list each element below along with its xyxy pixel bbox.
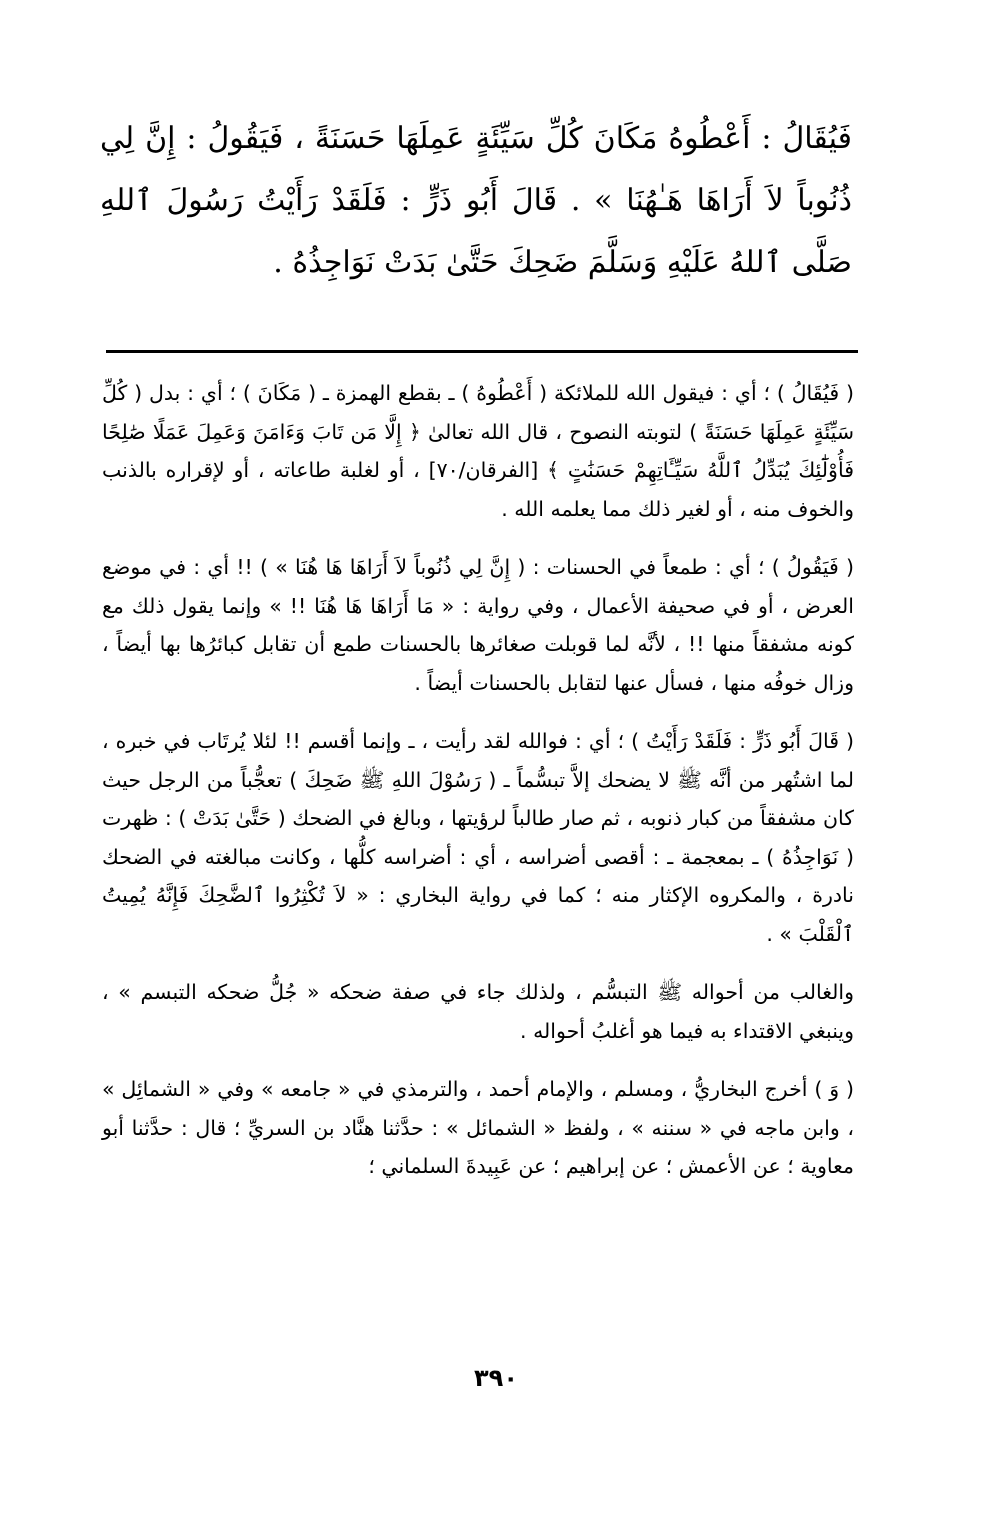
footnote-divider <box>106 350 858 353</box>
commentary-paragraph: ( وَ ) أخرج البخاريُّ ، ومسلم ، والإمام أحمد ، والترمذي في « جامعه » وفي « الشمائِل » ، وابن ماجه في « سننه » ، ولفظ « الشمائل » : حدَّثنا هنَّاد بن السريِّ ؛ قال : حدَّثنا أبو معاوية ؛ عن الأعمش ؛ عن إبراهيم ؛ عن عَبِيدةَ السلماني ؛ <box>102 1077 854 1178</box>
commentary-paragraph: والغالب من أحواله ﷺ التبسُّم ، ولذلك جاء في صفة ضحكه « جُلُّ ضحكه التبسم » ، وينبغي الاقتداء به فيما هو أغلبُ أحواله . <box>102 980 854 1043</box>
page-number: ٣٩٠ <box>474 1364 518 1392</box>
commentary-paragraph: ( فَيَقُولُ ) ؛ أي : طمعاً في الحسنات : ( إِنَّ لِي ذُنُوباً لاَ أَرَاهَا هَا هُنَا » ) !! أي : في موضع العرض ، أو في صحيفة الأعمال ، وفي رواية : « مَا أَرَاهَا هَا هُنَا !! » وإنما يقول ذلك مع كونه مشفقاً منها !! ، لأنَّه لما قوبلت صغائرها بالحسنات طمع أن تقابل كبائرُها بها أيضاً ، وزال خوفُه منها ، فسأل عنها لتقابل بالحسنات أيضاً . <box>102 555 854 695</box>
commentary-paragraph: ( قَالَ أَبُو ذَرٍّ : فَلَقَدْ رَأَيْتُ ) ؛ أي : فوالله لقد رأيت ، ـ وإنما أقسم !! لئلا يُرتَاب في خبره ، لما اشتُهر من أنَّه ﷺ لا يضحك إلاَّ تبسُّماً ـ ( رَسُوْلَ اللهِ ﷺ ضَحِكَ ) تعجُّباً من الرجل حيث كان مشفقاً من كبار ذنوبه ، ثم صار طالباً لرؤيتها ، وبالغ في الضحك ( حَتَّىٰ بَدَتْ ) : ظهرت ( نَوَاجِذُهُ ) ـ بمعجمة ـ : أقصى أضراسه ، أي : أضراسه كلُّها ، وكانت مبالغته في الضحك نادرة ، والمكروه الإكثار منه ؛ كما في رواية البخاري : « لاَ تُكْثِرُوا ٱلضَّحِكَ فَإِنَّهُ يُمِيتُ ٱلْقَلْبَ » . <box>102 729 854 946</box>
hadith-main-text: فَيُقَالُ : أَعْطُوهُ مَكَانَ كُلِّ سَيِّئَةٍ عَمِلَهَا حَسَنَةً ، فَيَقُولُ : إِنَّ لِي ذُنُوباً لاَ أَرَاهَا هَـٰهُنَا » . قَالَ أَبُو ذَرٍّ : فَلَقَدْ رَأَيْتُ رَسُولَ ٱللهِ صَلَّى ٱللهُ عَلَيْهِ وَسَلَّمَ ضَحِكَ حَتَّىٰ بَدَتْ نَوَاجِذُهُ . <box>100 121 852 280</box>
commentary-paragraph: ( فَيُقَالُ ) ؛ أي : فيقول الله للملائكة ( أَعْطُوهُ ) ـ بقطع الهمزة ـ ( مَكَانَ ) ؛ أي : بدل ( كُلِّ سَيِّئَةٍ عَمِلَهَا حَسَنَةً ) لتوبته النصوح ، قال الله تعالىٰ ﴿ إِلَّا مَن تَابَ وَءَامَنَ وَعَمِلَ عَمَلًا صَٰلِحًا فَأُوْلَٰٓئِكَ يُبَدِّلُ ٱللَّهُ سَيِّـَٔاتِهِمْ حَسَنَٰتٍ ﴾ [الفرقان/٧٠] ، أو لغلبة طاعاته ، أو لإقراره بالذنب والخوف منه ، أو لغير ذلك مما يعلمه الله . <box>102 381 854 521</box>
commentary-notes <box>102 374 854 1206</box>
